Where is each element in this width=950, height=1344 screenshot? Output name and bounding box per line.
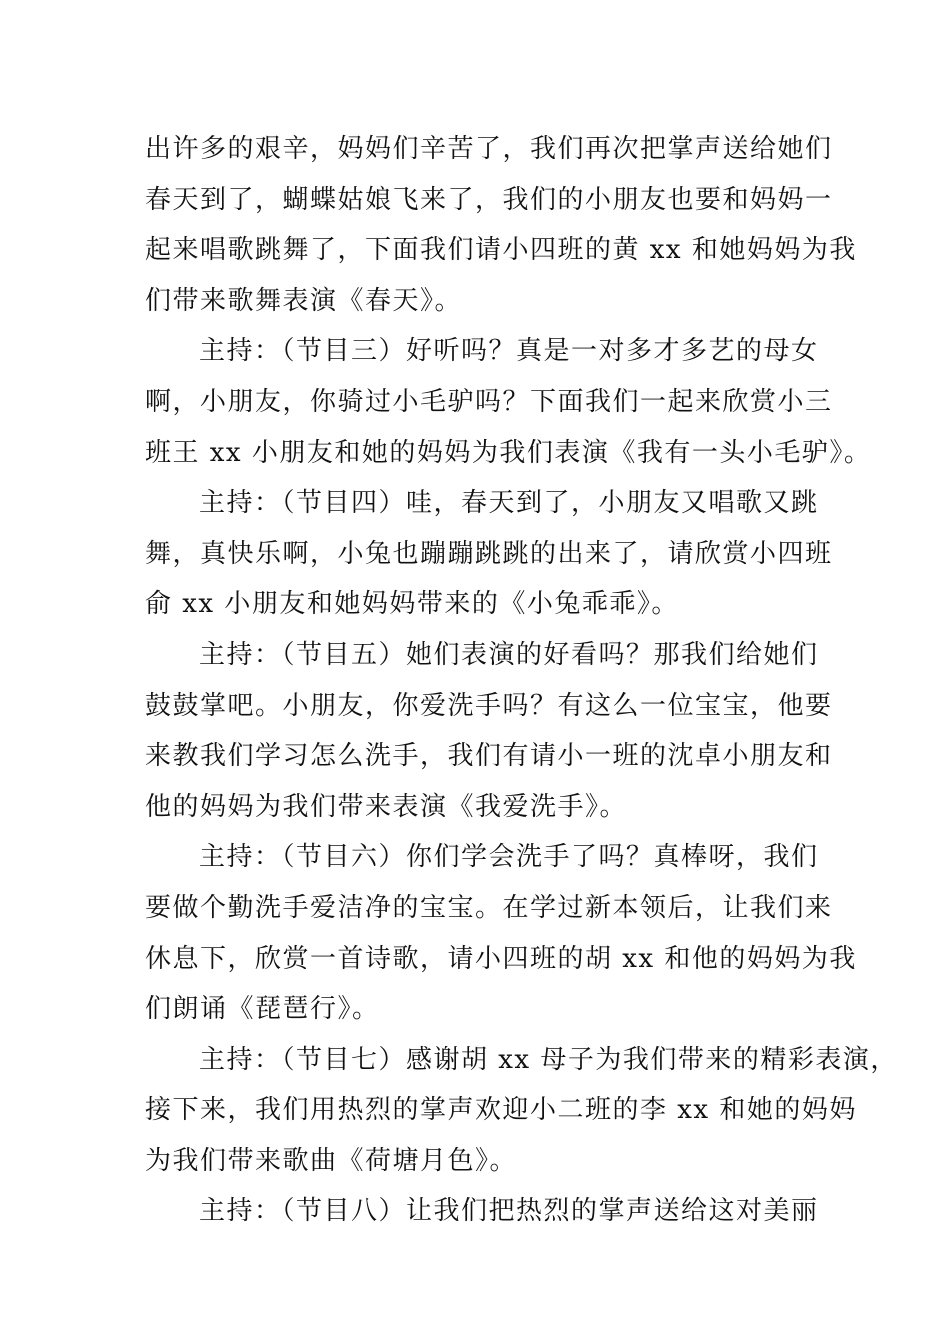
text-line: 主持：（节目四）哇，春天到了，小朋友又唱歌又跳 bbox=[199, 488, 819, 519]
text-line: 出许多的艰辛，妈妈们辛苦了，我们再次把掌声送给她们 bbox=[145, 134, 833, 164]
document-body bbox=[145, 124, 898, 1237]
text-line: 主持：（节目三）好听吗？真是一对多才多艺的母女 bbox=[199, 336, 819, 367]
text-line: 休息下，欣赏一首诗歌，请小四班的胡 xx 和他的妈妈为我 bbox=[145, 943, 857, 974]
text-line: 鼓鼓掌吧。小朋友，你爱洗手吗？有这么一位宝宝，他要 bbox=[145, 690, 833, 721]
text-line: 春天到了，蝴蝶姑娘飞来了，我们的小朋友也要和妈妈一 bbox=[145, 184, 833, 215]
text-line: 为我们带来歌曲《荷塘月色》。 bbox=[145, 1145, 518, 1176]
text-line: 主持：（节目五）她们表演的好看吗？那我们给她们 bbox=[199, 639, 819, 670]
text-line: 起来唱歌跳舞了，下面我们请小四班的黄 xx 和她妈妈为我 bbox=[145, 235, 857, 266]
text-line: 们带来歌舞表演《春天》。 bbox=[145, 285, 463, 316]
text-line: 们朗诵《琵琶行》。 bbox=[145, 994, 380, 1025]
text-line: 舞，真快乐啊，小兔也蹦蹦跳跳的出来了，请欣赏小四班 bbox=[145, 538, 833, 569]
text-line: 主持：（节目八）让我们把热烈的掌声送给这对美丽 bbox=[199, 1196, 819, 1227]
text-line: 啊，小朋友，你骑过小毛驴吗？下面我们一起来欣赏小三 bbox=[145, 386, 833, 417]
text-line: 他的妈妈为我们带来表演《我爱洗手》。 bbox=[145, 791, 628, 822]
text-line: 接下来，我们用热烈的掌声欢迎小二班的李 xx 和她的妈妈 bbox=[145, 1095, 857, 1126]
text-line: 俞 xx 小朋友和她妈妈带来的《小兔乖乖》。 bbox=[145, 589, 679, 620]
text-line: 班王 xx 小朋友和她的妈妈为我们表演《我有一头小毛驴》。 bbox=[145, 437, 872, 468]
text-line: 要做个勤洗手爱洁净的宝宝。在学过新本领后，让我们来 bbox=[145, 892, 833, 923]
text-line: 主持：（节目六）你们学会洗手了吗？真棒呀，我们 bbox=[199, 842, 819, 873]
text-line: 主持：（节目七）感谢胡 xx 母子为我们带来的精彩表演， bbox=[199, 1044, 898, 1075]
text-line: 来教我们学习怎么洗手，我们有请小一班的沈卓小朋友和 bbox=[145, 741, 833, 772]
